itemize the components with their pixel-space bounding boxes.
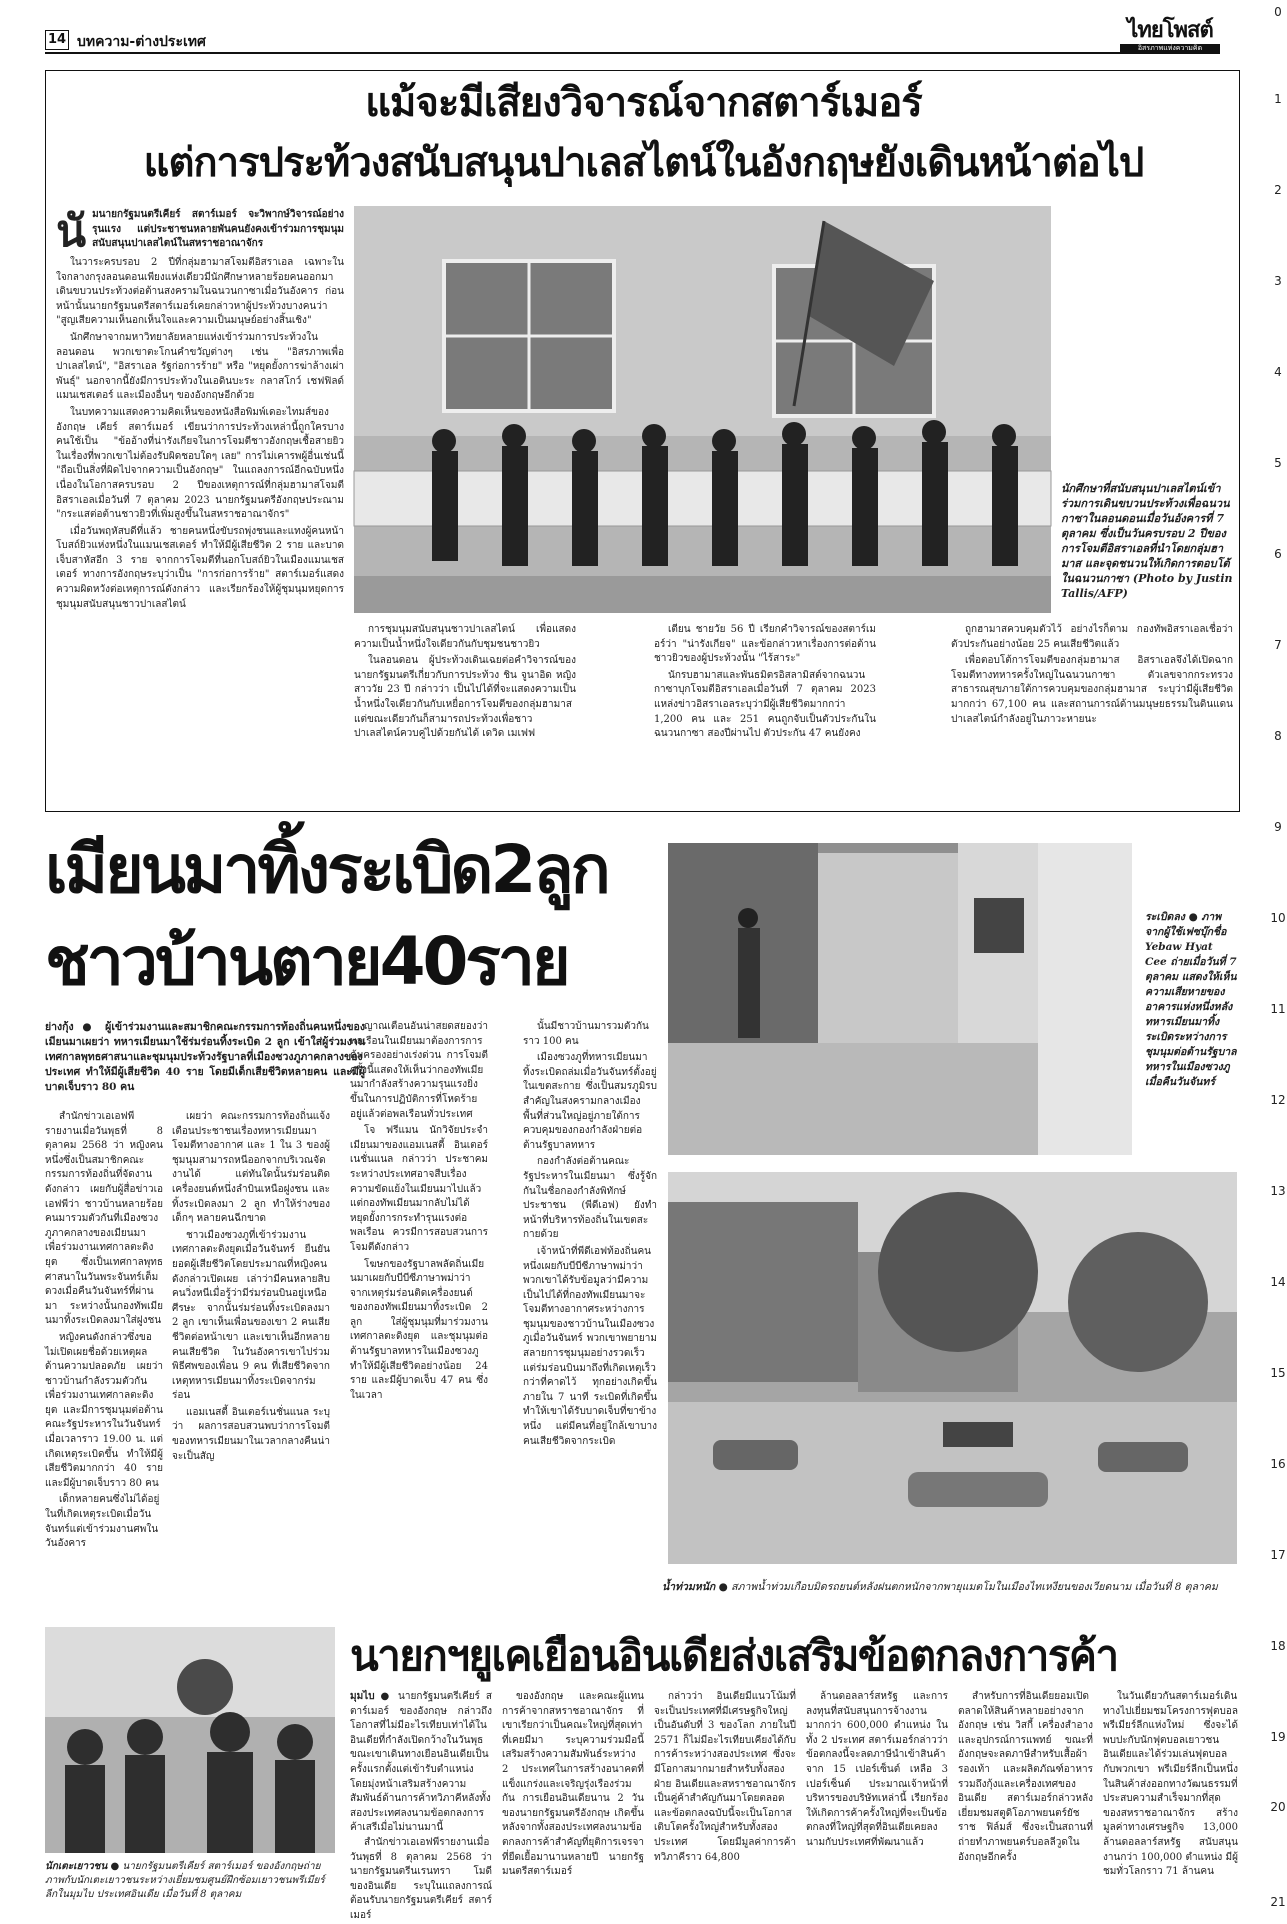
margin-number: 9 [1274, 820, 1282, 834]
story3-column-3 [654, 1690, 796, 1915]
protest-photo-illustration [354, 206, 1051, 613]
story3-headline: นายกฯยูเคเยือนอินเดียส่งเสริมข้อตกลงการค้า [350, 1631, 1118, 1680]
margin-number: 5 [1274, 456, 1282, 470]
protest-photo [354, 206, 1051, 613]
masthead-logo [1120, 18, 1220, 52]
story1-column-3 [654, 623, 876, 808]
story2-paragraph: หญิงคนดังกล่าวซึ่งขอไม่เปิดเผยชื่อด้วยเหตุผลด้านความปลอดภัย เผยว่า ชาวบ้านกำลังรวมตัวกันเพื่อร่วมงานเทศกาลตะดิงยุต และมีการชุมนุมต่อต้านคณะรัฐประหารในวันจันทร์ เมื่อเวลาราว 19.00 น. แต่เกิดเหตุระเบิดขึ้น ทำให้มีผู้เสียชีวิตมากกว่า 40 ราย และมีผู้บาดเจ็บราว 80 คน [45, 1331, 163, 1489]
story1-paragraph: นักรบฮามาสและพันธมิตรอิสลามิสต์จากฉนวนกาซาบุกโจมตีอิสราเอลเมื่อวันที่ 7 ตุลาคม 2023 แหล่งข่าวอิสราเอลระบุว่ามีผู้เสียชีวิตมากกว่า 1,200 คน และ 251 คนถูกจับเป็นตัวประกันในฉนวนกาซา สองปีผ่านไป ตัวประกัน 47 คนยังคง [654, 669, 876, 740]
story1-headline-line1: แม้จะมีเสียงวิจารณ์จากสตาร์เมอร์ [365, 80, 922, 126]
margin-number: 21 [1270, 1895, 1286, 1909]
story3-column-4 [806, 1690, 948, 1915]
margin-number: 15 [1270, 1366, 1286, 1380]
story-palestine-protest [45, 70, 1240, 812]
story2-paragraph: นั้นมีชาวบ้านมารวมตัวกันราว 100 คน [523, 1021, 649, 1047]
story3-paragraph: ของอังกฤษ และคณะผู้แทนการค้าจากสหราชอาณาจักร ที่เขาเรียกว่าเป็นคณะใหญ่ที่สุดเท่าที่เคยมีมา ระบุความร่วมมือนี้เสริมสร้างความสัมพันธ์ระหว่าง 2 ประเทศในการสร้างอนาคตที่แข็งแกร่งและเจริญรุ่งเรืองร่วมกัน การเยือนอินเดียนาน 2 วันของนายกรัฐมนตรีอังกฤษ เกิดขึ้นหลังจากทั้งสองประเทศลงนามข้อตกลงการค้าสำคัญที่ยุติการเจรจาที่ยืดเยื้อมานานหลายปี นายกรัฐมนตรีสตาร์เมอร์ [502, 1691, 644, 1878]
story2-headline-line1: เมียนมาทิ้งระเบิด2ลูก [45, 831, 608, 908]
story2-paragraph: เมืองซวงภูที่ทหารเมียนมาทิ้งระเบิดถล่มเมื่อวันจันทร์ตั้งอยู่ในเขตสะกาย ซึ่งเป็นสมรภูมิรบสำคัญในสงครามกลางเมือง พื้นที่ส่วนใหญ่อยู่ภายใต้การควบคุมของกองกำลังฝ่ายต่อต้านรัฐบาลทหาร [523, 1052, 657, 1151]
margin-number: 8 [1274, 729, 1282, 743]
margin-number: 7 [1274, 638, 1282, 652]
football-photo [45, 1627, 335, 1853]
margin-number: 17 [1270, 1548, 1286, 1562]
margin-number: 12 [1270, 1093, 1286, 1107]
story2-column-2 [172, 1110, 330, 1575]
story1-paragraph: นักศึกษาจากมหาวิทยาลัยหลายแห่งเข้าร่วมการประท้วงในลอนดอน พวกเขาตะโกนคำขวัญต่างๆ เช่น "อิสรภาพเพื่อปาเลสไตน์", "อิสราเอล รัฐก่อการร้าย" หรือ "หยุดยั้งการฆ่าล้างเผ่าพันธุ์" นอกจากนี้ยังมีการประท้วงในเอดินบะระ กลาสโกว์ เชฟฟิลด์ แมนเชสเตอร์ และเมืองอื่นๆ ของอังกฤษอีกด้วย [56, 331, 344, 402]
page-number: 14 [45, 30, 69, 50]
story1-paragraph: ถูกฮามาสควบคุมตัวไว้ อย่างไรก็ตาม กองทัพอิสราเอลเชื่อว่าตัวประกันอย่างน้อย 25 คนเสียชีวิตแล้ว [951, 624, 1233, 650]
story2-lead: ย่างกุ้ง ● ผู้เข้าร่วมงานและสมาชิกคณะกรรมการท้องถิ่นคนหนึ่งของเมียนมาเผยว่า ทหารเมียนมาใช้ร่มร่อนทิ้งระเบิด 2 ลูก เข้าใส่ผู้ร่วมงานเทศกาลพุทธศาสนาและชุมนุมประท้วงรัฐบาลที่เมืองซวงภูภาคกลางของประเทศ ทำให้มีผู้เสียชีวิต 40 ราย โดยมีเด็กเสียชีวิตหลายคน และมีผู้บาดเจ็บราว 80 คน [45, 1021, 365, 1093]
masthead-title: ไทยโพสต์ [1127, 18, 1213, 43]
margin-number: 14 [1270, 1275, 1286, 1289]
flood-caption-text: ● สภาพน้ำท่วมเกือบมิดรถยนต์หลังฝนตกหนักจากพายุแมตโมในเมืองไทเหงียนของเวียดนาม เมื่อวันที่ 8 ตุลาคม [718, 1581, 1218, 1593]
story2-column-4 [523, 1020, 657, 1575]
story2-paragraph: โจ ฟรีแมน นักวิจัยประจำเมียนมาของแอมเนสตี้ อินเตอร์เนชั่นแนล กล่าวว่า ประชาคมระหว่างประเทศอาจสืบเรื่องความขัดแย้งในเมียนมาไปแล้ว แต่กองทัพเมียนมากลับไม่ได้หยุดยั้งการกระทำรุนแรงต่อพลเรือน ควรมีการสอบสวนการโจมตีดังกล่าว [350, 1125, 488, 1253]
margin-number: 19 [1270, 1730, 1286, 1744]
story2-paragraph: แอมเนสตี้ อินเตอร์เนชั่นแนล ระบุว่า ผลการสอบสวนพบว่าการโจมตีของทหารเมียนมาในเวลากลางคืนน่าจะเป็นสัญ [172, 1406, 330, 1462]
flood-photo-caption [662, 1580, 1242, 1595]
football-photo-caption [45, 1860, 335, 1902]
story3-dateline: มุมไบ [350, 1691, 375, 1702]
story1-paragraph: ในวาระครบรอบ 2 ปีที่กลุ่มฮามาสโจมตีอิสราเอล เฉพาะในใจกลางกรุงลอนดอนเพียงแห่งเดียวมีนักศึกษาหลายร้อยคนออกมาเดินขบวนประท้วงต่อต้านสงครามในฉนวนกาซาเมื่อวันอังคาร ก่อนหน้านั้นนายกรัฐมนตรีสตาร์เมอร์เคยกล่าวหาผู้ประท้วงบางคนว่า "สูญเสียความเห็นอกเห็นใจและความเป็นมนุษย์อย่างสิ้นเชิง" [56, 257, 344, 327]
margin-number: 16 [1270, 1457, 1286, 1471]
story1-dropcap: นั [56, 206, 87, 257]
story2-paragraph: โฆษกของรัฐบาลพลัดถิ่นเมียนมาเผยกับบีบีซีภาษาพม่าว่า จากเหตุร่มร่อนติดเครื่องยนต์ของกองทัพเมียนมาทิ้งระเบิด 2 ลูก ใส่ผู้ชุมนุมที่มาร่วมงานเทศกาลตะดิงยุต และชุมนุมต่อต้านรัฐบาลทหารในเมืองซวงภู ทำให้มีผู้เสียชีวิตอย่างน้อย 24 ราย และมีผู้บาดเจ็บ 47 คน ซึ่งในเวลา [350, 1258, 488, 1401]
protest-photo-caption: นักศึกษาที่สนับสนุนปาเลสไตน์เข้าร่วมการเดินขบวนประท้วงเพื่อฉนวนกาซาในลอนดอนเมื่อวันอังคารที่ 7 ตุลาคม ซึ่งเป็นวันครบรอบ 2 ปีของการโจมตีอิสราเอลที่นำโดยกลุ่มฮามาส และจุดชนวนให้เกิดการตอบโต้ในฉนวนกาซา (Photo by Justin Tallis/AFP) [1061, 482, 1233, 600]
story2-paragraph: ญาณเตือนอันน่าสยดสยองว่าพลเรือนในเมียนมาต้องการการคุ้มครองอย่างเร่งด่วน การโจมตีครั้งนี้แสดงให้เห็นว่ากองทัพเมียนมากำลังสร้างความรุนแรงยิ่งขึ้นในการปฏิบัติการที่โหดร้ายอยู่แล้วต่อพลเรือนทั่วประเทศ [350, 1021, 488, 1120]
story2-column-1 [45, 1110, 163, 1575]
story3-column-2 [502, 1690, 644, 1915]
story3-paragraph: กล่าวว่า อินเดียมีแนวโน้มที่จะเป็นประเทศที่มีเศรษฐกิจใหญ่เป็นอันดับที่ 3 ของโลก ภายในปี 2571 ก็ไม่มีอะไรเทียบเคียงได้กับการค้าระหว่างสองประเทศ ซึ่งจะมีโอกาสมากมายสำหรับทั้งสองฝ่าย อินเดียและสหราชอาณาจักรเป็นคู่ค้าสำคัญกันมาโดยตลอด และข้อตกลงฉบับนี้จะเป็นโอกาสเติบโตครั้งใหญ่สำหรับทั้งสองประเทศ โดยมีมูลค่าการค้าทวิภาคีราว 64,800 [654, 1691, 796, 1863]
story1-headline-line2: แต่การประท้วงสนับสนุนปาเลสไตน์ในอังกฤษยังเดินหน้าต่อไป [143, 140, 1144, 186]
margin-number: 3 [1274, 274, 1282, 288]
story1-paragraph: ในบทความแสดงความคิดเห็นของหนังสือพิมพ์เดอะไทมส์ของอังกฤษ เคียร์ สตาร์เมอร์ เขียนว่าการประท้วงเหล่านี้ถูกใครบางคนใช้เป็น "ข้ออ้างที่น่ารังเกียจในการโจมตีชาวอังกฤษเชื้อสายยิว ในเรื่องที่พวกเขาไม่ต้องรับผิดชอบใดๆ เลย" การไม่เคารพผู้อื่นเช่นนี้ "ถือเป็นสิ่งที่ผิดไปจากความเป็นอังกฤษ" ในแถลงการณ์อีกฉบับหนึ่งเนื่องในโอกาสครบรอบ 2 ปีของเหตุการณ์ที่กลุ่มฮามาสโจมตีอิสราเอลเมื่อวันที่ 7 ตุลาคม 2023 นายกรัฐมนตรีอังกฤษประณาม "กระแสต่อต้านชาวยิวที่เพิ่มสูงขึ้นในสหราชอาณาจักร" [56, 406, 344, 521]
margin-number: 20 [1270, 1800, 1286, 1814]
damaged-building-illustration [668, 843, 1132, 1155]
story1-paragraph: เมื่อวันพฤหัสบดีที่แล้ว ชายคนหนึ่งขับรถพุ่งชนและแทงผู้คนหน้าโบสถ์ยิวแห่งหนึ่งในแมนเชสเตอร์ ทำให้มีผู้เสียชีวิต 2 ราย และบาดเจ็บสาหัสอีก 3 ราย จากการโจมตีที่นอกโบสถ์ยิวในเมืองแมนเชสเตอร์ ทางการอังกฤษระบุว่าเป็น "การก่อการร้าย" สตาร์เมอร์แสดงความผิดหวังต่อเหตุการณ์ดังกล่าว และเรียกร้องให้ผู้ชุมนุมหยุดการชุมนุมสนับสนุนชาวปาเลสไตน์ [56, 525, 344, 610]
story1-paragraph: เตียน ชายวัย 56 ปี เรียกคำวิจารณ์ของสตาร์เมอร์ว่า "น่ารังเกียจ" และข้อกล่าวหาเรื่องการต่อต้านชาวยิวของผู้ประท้วงนั้น "ไร้สาระ" [654, 624, 876, 665]
story1-lead: มนายกรัฐมนตรีเคียร์ สตาร์เมอร์ จะวิพากษ์วิจารณ์อย่างรุนแรง แต่ประชาชนหลายพันคนยังคงเข้าร่วมการชุมนุมสนับสนุนปาเลสไตน์ในสหราชอาณาจักร [92, 209, 344, 250]
margin-number: 1 [1274, 92, 1282, 106]
story3-paragraph: ในวันเดียวกันสตาร์เมอร์เดินทางไปเยี่ยมชมโครงการฟุตบอลพรีเมียร์ลีกแห่งใหม่ ซึ่งจะได้พบปะกับนักฟุตบอลเยาวชนอินเดียและได้ร่วมเล่นฟุตบอลกับพวกเขา พรีเมียร์ลีกเป็นหนึ่งในสินค้าส่งออกทางวัฒนธรรมที่ประสบความสำเร็จมากที่สุดของสหราชอาณาจักร สร้างมูลค่าทางเศรษฐกิจ 13,000 ล้านดอลลาร์สหรัฐ สนับสนุนงานกว่า 100,000 ตำแหน่ง มีผู้ชมทั่วโลกราว 71 ล้านคน [1103, 1691, 1238, 1878]
story3-paragraph: สำนักข่าวเอเอฟพีรายงานเมื่อวันพุธที่ 8 ตุลาคม 2568 ว่านายกรัฐมนตรีนเรนทรา โมดี ของอินเดีย ระบุในแถลงการณ์ต้อนรับนายกรัฐมนตรีเคียร์ สตาร์เมอร์ [350, 1836, 492, 1921]
story3-column-1 [350, 1690, 492, 1921]
damaged-building-caption: ระเบิดลง ● ภาพจากผู้ใช้เฟซบุ๊กชื่อ Yebaw Hyat Cee ถ่ายเมื่อวันที่ 7 ตุลาคม แสดงให้เห็นความเสียหายของอาคารแห่งหนึ่งหลังทหารเมียนมาทิ้งระเบิดระหว่างการชุมนุมต่อต้านรัฐบาลทหารในเมืองซวงภูเมื่อคืนวันจันทร์ [1145, 911, 1237, 1088]
story2-paragraph: กองกำลังต่อต้านคณะรัฐประหารในเมียนมา ซึ่งรู้จักกันในชื่อกองกำลังพิทักษ์ประชาชน (พีดีเอฟ) ยังทำหน้าที่บริหารท้องถิ่นในเขตสะกายด้วย [523, 1156, 657, 1241]
masthead-subtitle: อิสรภาพแห่งความคิด [1120, 44, 1220, 52]
football-caption-lead: นักเตะเยาวชน [45, 1861, 108, 1872]
story2-headline-line2: ชาวบ้านตาย40ราย [45, 923, 568, 1000]
flood-illustration [668, 1172, 1237, 1564]
story1-paragraph: ในลอนดอน ผู้ประท้วงเดินเฉยต่อคำวิจารณ์ของนายกรัฐมนตรีเกี่ยวกับการประท้วง ชิน จูนาอิด หญิงสาววัย 23 ปี กล่าวว่า เป็นไปได้ที่จะแสดงความเป็นน้ำหนึ่งใจเดียวกันกับเหยื่อการโจมตีของกลุ่มฮามาส แต่ขณะเดียวกันก็สามารถประท้วงเพื่อชาวปาเลสไตน์ควบคู่ไปด้วยกันได้ เดวิด เมเฟฟ [354, 655, 576, 740]
margin-number: 2 [1274, 183, 1282, 197]
story2-paragraph: เผยว่า คณะกรรมการท้องถิ่นแจ้งเตือนประชาชนเรื่องทหารเมียนมาโจมตีทางอากาศ และ 1 ใน 3 ของผู้ชุมนุมสามารถหนีออกจากบริเวณจัดงานได้ แต่ทันใดนั้นร่มร่อนติดเครื่องยนต์หนึ่งลำบินเหนือฝูงชน และทิ้งระเบิดลงมา 2 ลูก ทำให้ร่างของเด็กๆ หลายคนฉีกขาด [172, 1111, 330, 1225]
story1-paragraph: เพื่อตอบโต้การโจมตีของกลุ่มฮามาส อิสราเอลจึงได้เปิดฉากโจมตีทางทหารครั้งใหญ่ในฉนวนกาซา ตัวเลขจากกระทรวงสาธารณสุขภายใต้การควบคุมของกลุ่มฮามาส ระบุว่ามีผู้เสียชีวิตมากกว่า 67,100 คน และสถานการณ์ด้านมนุษยธรรมในดินแดนปาเลสไตน์กำลังอยู่ในภาวะหายนะ [951, 655, 1233, 725]
story3-paragraph: สำหรับการที่อินเดียยอมเปิดตลาดให้สินค้าหลายอย่างจากอังกฤษ เช่น วิสกี้ เครื่องสำอาง และอุปกรณ์การแพทย์ ขณะที่อังกฤษจะลดภาษีสำหรับเสื้อผ้า รองเท้า และผลิตภัณฑ์อาหาร รวมถึงกุ้งและเครื่องเทศของอินเดีย สตาร์เมอร์กล่าวหลังเยี่ยมชมสตูดิโอภาพยนตร์ยัชราช ฟิล์มส์ ซึ่งจะเป็นสถานที่ถ่ายทำภาพยนตร์บอลลีวูดในอังกฤษอีกครั้ง [958, 1691, 1093, 1863]
story3-column-6 [1103, 1690, 1238, 1915]
damaged-building-photo [668, 843, 1132, 1155]
story3-paragraph: ล้านดอลลาร์สหรัฐ และการลงทุนที่สนับสนุนการจ้างงานมากกว่า 600,000 ตำแหน่ง ในทั้ง 2 ประเทศ สตาร์เมอร์กล่าวว่า ข้อตกลงนี้จะลดภาษีนำเข้าสินค้าจาก 15 เปอร์เซ็นต์ เหลือ 3 เปอร์เซ็นต์ ประมาณเจ้าหน้าที่บริหารของบริษัทเหล่านี้ เรียกร้องให้เกิดการค้าครั้งใหญ่ที่จะเป็นข้อตกลงที่ใหญ่ที่สุดที่อินเดียเคยลงนามกับประเทศที่พัฒนาแล้ว [806, 1691, 948, 1848]
story1-column-1 [56, 208, 344, 808]
story3-lead: ● นายกรัฐมนตรีเคียร์ สตาร์เมอร์ ของอังกฤษ กล่าวถึงโอกาสที่ไม่มีอะไรเทียบเท่าได้ในอินเดียที่กำลังเปิดกว้างในวันพุธ ขณะเขาเดินทางเยือนอินเดียเป็นครั้งแรกตั้งแต่เข้ารับตำแหน่ง โดยมุ่งหน้าเสริมสร้างความสัมพันธ์ด้านการค้าทวิภาคีหลังทั้งสองประเทศลงนามข้อตกลงการค้าเสรีเมื่อไม่นานมานี้ [350, 1691, 492, 1834]
football-caption-text: ● นายกรัฐมนตรีเคียร์ สตาร์เมอร์ ของอังกฤษถ่ายภาพกับนักเตะเยาวชนระหว่างเยี่ยมชมศูนย์ฝึกซ้อมเยาวชนพรีเมียร์ลีกในมุมไบ ประเทศอินเดีย เมื่อวันที่ 8 ตุลาคม [45, 1861, 325, 1900]
football-illustration [45, 1627, 335, 1853]
story2-column-3 [350, 1020, 488, 1575]
margin-number: 6 [1274, 547, 1282, 561]
story2-paragraph: ชาวเมืองซวงภูที่เข้าร่วมงานเทศกาลตะดิงยุตเมื่อวันจันทร์ ยืนยันยอดผู้เสียชีวิตโดยประมาณที่หญิงคนดังกล่าวเปิดเผย เล่าว่ามีคนหลายสิบคนวิ่งหนีเมื่อรู้ว่ามีร่มร่อนบินอยู่เหนือศีรษะ จากนั้นร่มร่อนทิ้งระเบิดลงมา 2 ลูก เขาเห็นเพื่อนของเขา 2 คนเสียชีวิตต่อหน้าเขา และเขาเห็นอีกหลายคนเสียชีวิต ในวันอังคารเขาไปร่วมพิธีศพของเพื่อน 9 คน ที่เสียชีวิตจากเหตุทหารเมียนมาทิ้งระเบิดจากร่มร่อน [172, 1229, 330, 1402]
story2-paragraph: เจ้าหน้าที่พีดีเอฟท้องถิ่นคนหนึ่งเผยกับบีบีซีภาษาพม่าว่า พวกเขาได้รับข้อมูลว่ามีความเป็นไปได้ที่กองทัพเมียนมาจะโจมตีทางอากาศระหว่างการชุมนุมของชาวบ้านในเมืองซวงภูเมื่อวันจันทร์ พวกเขาพยายามสลายการชุมนุมอย่างรวดเร็ว แต่ร่มร่อนบินมาถึงที่เกิดเหตุเร็วกว่าที่คาดไว้ ทุกอย่างเกิดขึ้นภายใน 7 นาที ระเบิดที่เกิดขึ้นทำให้เขาได้รับบาดเจ็บที่ขาข้างหนึ่ง แต่มีคนที่อยู่ใกล้เขาบางคนเสียชีวิตจากระเบิด [523, 1245, 657, 1447]
story1-column-4 [951, 623, 1233, 808]
margin-number: 10 [1270, 911, 1286, 925]
page-header [45, 20, 1220, 54]
margin-number: 11 [1270, 1002, 1286, 1016]
margin-number: 13 [1270, 1184, 1286, 1198]
margin-number: 18 [1270, 1639, 1286, 1653]
margin-number: 0 [1274, 5, 1282, 19]
story1-paragraph: การชุมนุมสนับสนุนชาวปาเลสไตน์ เพื่อแสดงความเป็นน้ำหนึ่งใจเดียวกันกับชุมชนชาวยิว [354, 624, 576, 650]
section-title: บทความ-ต่างประเทศ [77, 34, 206, 50]
flood-photo [668, 1172, 1237, 1564]
story1-column-2 [354, 623, 576, 808]
flood-caption-lead: น้ำท่วมหนัก [662, 1581, 716, 1593]
story2-paragraph: เด็กหลายคนซึ่งไม่ได้อยู่ในที่เกิดเหตุระเบิดเมื่อวันจันทร์แต่เข้าร่วมงานศพในวันอังคาร [45, 1494, 160, 1550]
story2-paragraph: สำนักข่าวเอเอฟพีรายงานเมื่อวันพุธที่ 8 ตุลาคม 2568 ว่า หญิงคนหนึ่งซึ่งเป็นสมาชิกคณะกรรมการท้องถิ่นที่จัดงานดังกล่าว เผยกับผู้สื่อข่าวเอเอฟพีว่า ชาวบ้านหลายร้อยคนมารวมตัวกันที่เมืองซวงภูภาคกลางของเมียนมา เพื่อร่วมงานเทศกาลตะดิงยุต ซึ่งเป็นเทศกาลพุทธศาสนาในวันพระจันทร์เต็มดวงเมื่อคืนวันจันทร์ที่ผ่านมา ระหว่างนั้นกองทัพเมียนมาทิ้งระเบิดลงมาใส่ฝูงชน [45, 1111, 163, 1327]
story3-column-5 [958, 1690, 1093, 1915]
margin-number: 4 [1274, 365, 1282, 379]
